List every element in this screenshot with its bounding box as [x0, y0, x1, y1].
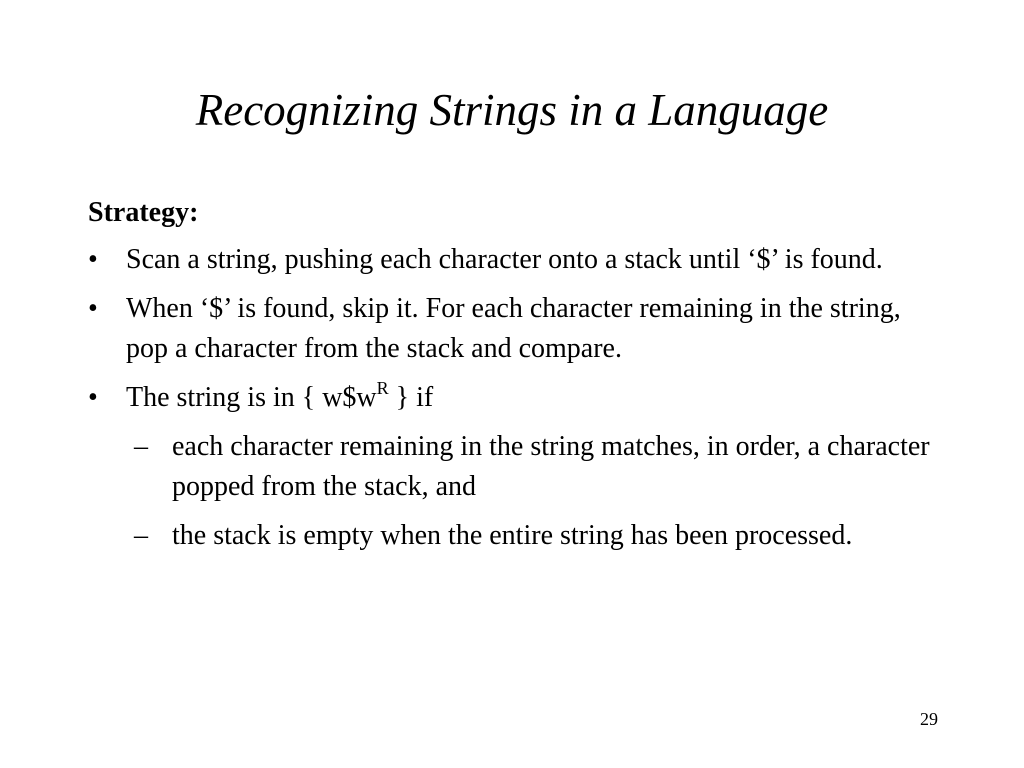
bullet-mark: •	[88, 293, 98, 324]
sub-bullet-mark: –	[134, 431, 148, 462]
bullet-text: Scan a string, pushing each character onto a stack until ‘$’ is found.	[126, 244, 883, 275]
bullet-item	[88, 378, 948, 418]
bullet-text: When ‘$’ is found, skip it. For each character remaining in the string, pop a character from the stack and compare.	[126, 293, 901, 364]
page-number: 29	[920, 709, 938, 729]
bullet-mark: •	[88, 382, 98, 413]
sub-bullet-text: the stack is empty when the entire string has been processed.	[172, 520, 853, 551]
reverse-superscript: R	[376, 377, 389, 398]
bullet-item	[88, 240, 948, 280]
sub-bullet-item	[88, 516, 948, 556]
sub-bullet-text: each character remaining in the string matches, in order, a character popped from the stack, and	[172, 431, 930, 502]
sub-bullet-mark: –	[134, 520, 148, 551]
bullet-mark: •	[88, 244, 98, 275]
sub-bullet-item	[88, 427, 948, 507]
slide-title: Recognizing Strings in a Language	[195, 85, 829, 135]
bullet-item	[88, 289, 948, 369]
bullet-text-after: } if	[388, 382, 434, 413]
bullet-text-before: The string is in { w$w	[126, 382, 377, 413]
slide-body	[88, 193, 948, 565]
strategy-heading: Strategy:	[88, 197, 199, 228]
